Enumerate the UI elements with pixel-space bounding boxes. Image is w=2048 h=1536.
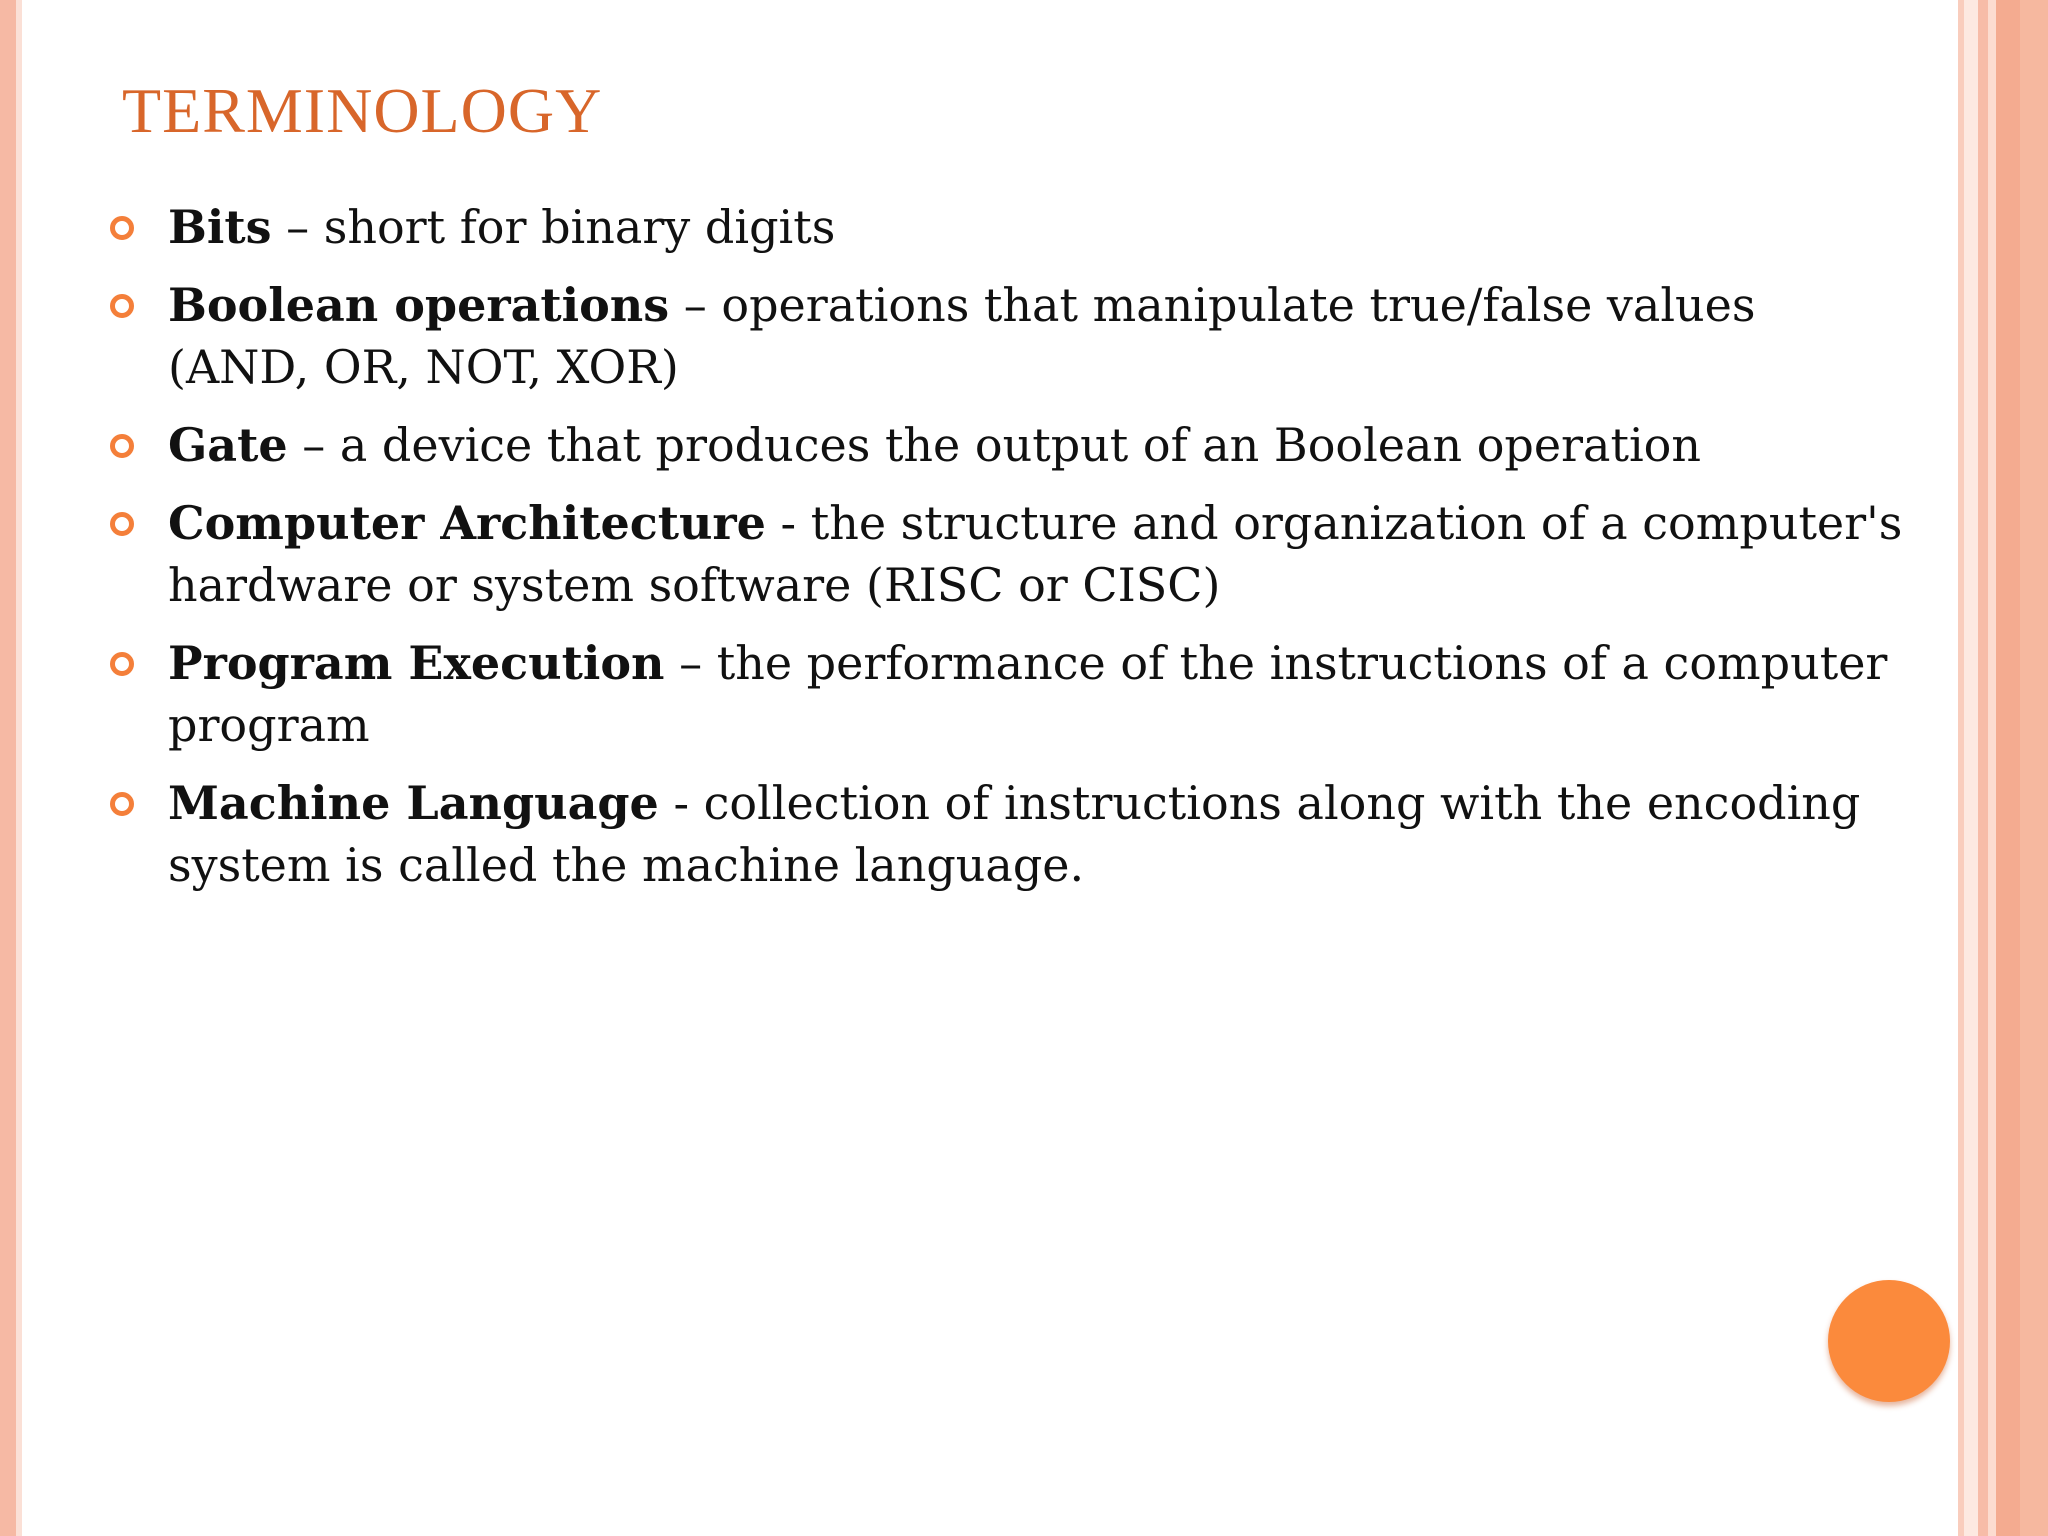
right-border-stripe [1988, 0, 1996, 1536]
term-definition: a device that produces the output of an Boolean operation [339, 418, 1701, 472]
term-list [104, 196, 1904, 912]
term-name: Machine Language [168, 776, 659, 830]
term-definition: operations that manipulate true/false values (AND, OR, NOT, XOR) [168, 278, 1756, 394]
right-border-stripe [1996, 0, 2020, 1536]
right-border-stripe [2020, 0, 2048, 1536]
term-separator: – [271, 200, 324, 254]
list-item [104, 196, 1904, 258]
left-border-stripe [0, 0, 16, 1536]
circle-bullet-icon [110, 512, 134, 536]
term-name: Computer Architecture [168, 496, 766, 550]
term-definition: the performance of the instructions of a computer program [168, 636, 1888, 752]
circle-bullet-icon [110, 652, 134, 676]
term-name: Program Execution [168, 636, 665, 690]
circle-bullet-icon [110, 294, 134, 318]
list-item [104, 772, 1904, 896]
circle-bullet-icon [110, 216, 134, 240]
slide-title: TERMINOLOGY [122, 75, 603, 146]
term-separator: – [287, 418, 340, 472]
list-item [104, 414, 1904, 476]
term-name: Boolean operations [168, 278, 670, 332]
orange-circle-marker-icon [1828, 1280, 1950, 1402]
term-definition: the structure and organization of a computer's hardware or system software (RISC or CISC) [168, 496, 1903, 612]
term-separator: – [664, 636, 717, 690]
left-border-inner-stripe [16, 0, 22, 1536]
right-border-stripe [1964, 0, 1978, 1536]
term-separator: - [658, 776, 704, 830]
term-definition: collection of instructions along with the encoding system is called the machine language. [168, 776, 1861, 892]
list-item [104, 632, 1904, 756]
term-name: Gate [168, 418, 288, 472]
right-border-stripe [1978, 0, 1988, 1536]
term-definition: short for binary digits [323, 200, 836, 254]
list-item [104, 492, 1904, 616]
term-separator: – [669, 278, 722, 332]
term-separator: - [765, 496, 811, 550]
list-item [104, 274, 1904, 398]
circle-bullet-icon [110, 792, 134, 816]
circle-bullet-icon [110, 434, 134, 458]
term-name: Bits [168, 200, 272, 254]
